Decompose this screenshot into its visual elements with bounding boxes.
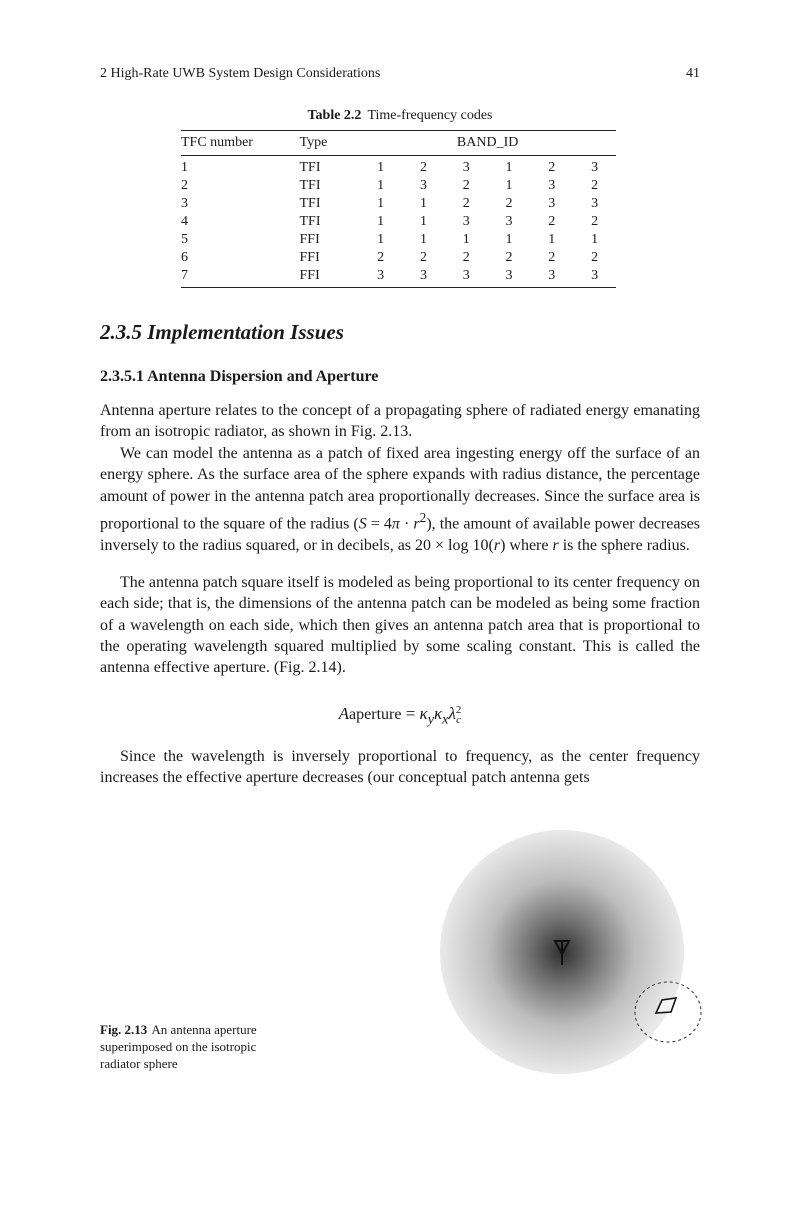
time-frequency-code-table (181, 130, 616, 288)
eq-kappa-x-sub: x (442, 711, 449, 728)
eq-lambda-sub: c (456, 714, 462, 727)
eq-kappa-x: κ (434, 704, 443, 723)
eq-lambda: λ (448, 704, 456, 723)
cell-band: 1 (377, 160, 385, 175)
figure-caption-text: An antenna aperture superimposed on the isotropic radiator sphere (100, 1022, 257, 1071)
header-tfc-number: TFC number (181, 131, 298, 156)
cell-band: 2 (505, 196, 513, 211)
cell-band: 2 (462, 178, 470, 193)
paragraph-2-text-c: ) where (500, 536, 553, 554)
cell-band: 1 (377, 196, 385, 211)
paragraph-3: The antenna patch square itself is modeled as being proportional to its center frequency on each side; that is, the dimensions of the antenna patch can be modeled as being some fraction of a wavelength on each side, which then gives an antenna patch area that is proportional to the operating wavelength squared multiplied by some scaling constant. This is called the antenna effective aperture. (Fig. 2.14). (100, 574, 700, 677)
header-band-id: BAND_ID (359, 131, 616, 156)
eq-lhs-var: A (338, 704, 350, 723)
cell-tfc-number: 4 (181, 214, 188, 229)
header-type: Type (298, 131, 360, 156)
cell-type: TFI (299, 214, 321, 229)
var-r: r (552, 536, 559, 554)
paragraph-1: Antenna aperture relates to the concept of a propagating sphere of radiated energy emanating from an isotropic radiator, as shown in Fig. 2.13. (100, 402, 700, 441)
cell-band: 3 (591, 160, 599, 175)
cell-band: 2 (419, 160, 427, 175)
cell-band: 2 (591, 250, 599, 265)
cell-band: 1 (377, 178, 385, 193)
cell-band: 2 (548, 214, 556, 229)
cell-tfc-number: 1 (181, 160, 188, 175)
cell-band: 2 (505, 250, 513, 265)
eq-equals: = (401, 704, 420, 723)
cell-band: 1 (548, 232, 556, 247)
formula-pi: π (391, 515, 400, 533)
section-title: 2.3.5 Implementation Issues (100, 320, 344, 344)
cell-tfc-number: 3 (181, 196, 188, 211)
var-r: r (493, 536, 501, 554)
cell-band: 3 (462, 214, 470, 229)
eq-kappa-y: κ (419, 704, 428, 723)
isotropic-sphere-figure (430, 822, 720, 1082)
table-caption (0, 108, 800, 124)
table-label: Table 2.2 (307, 108, 362, 123)
cell-band: 1 (419, 232, 427, 247)
cell-tfc-number: 5 (181, 232, 188, 247)
cell-type: FFI (299, 250, 320, 265)
figure-caption (100, 1021, 290, 1072)
table-row (181, 177, 616, 195)
table-row (181, 267, 616, 288)
paragraph-2-text-d: is the sphere radius. (558, 536, 690, 554)
cell-type: FFI (299, 232, 320, 247)
table-row (181, 195, 616, 213)
paragraph-2-text-a: We can model the antenna as a patch of fixed area ingesting energy off the surface of an energy sphere. As the surface area of the sphere expands with radius distance, the percentage amount of power in the antenna patch area proportionally decreases. Since the surface area is proportional to the square of the radius ( (100, 445, 700, 533)
formula-s: S (358, 515, 367, 533)
cell-band: 3 (548, 178, 556, 193)
cell-band: 2 (419, 250, 427, 265)
paragraph-4: Since the wavelength is inversely proportional to frequency, as the center frequency increases the effective aperture decreases (our conceptual patch antenna gets (100, 748, 700, 787)
cell-band: 2 (462, 250, 470, 265)
cell-band: 1 (419, 196, 427, 211)
cell-band: 2 (377, 250, 385, 265)
cell-type: TFI (299, 196, 321, 211)
table-row (181, 249, 616, 267)
cell-band: 2 (591, 214, 599, 229)
cell-tfc-number: 2 (181, 178, 188, 193)
cell-band: 2 (462, 196, 470, 211)
cell-band: 1 (505, 160, 513, 175)
paragraph-2-text-b: ), the amount of available power decreases inversely to the radius squared, or in decibels, as 20 × log 10( (100, 515, 700, 554)
eq-lhs-sub: aperture (349, 706, 402, 723)
cell-band: 3 (359, 267, 402, 288)
formula-r: r (413, 515, 420, 533)
cell-tfc-number: 7 (181, 267, 298, 288)
paragraph-2: We can model the antenna as a patch of fixed area ingesting energy off the surface of an energy sphere. As the surface area of the sphere expands with radius distance, the percentage amount of power in the antenna patch area proportionally decreases. Since the surface area is proportional to the square of the radius $(S = 4\pi \cdot r^2)$, the amount of available power decreases inversely to the radius squared, or in decibels, as 20 × log 10(r) where r is the sphere radius. (100, 445, 700, 554)
cell-band: 3 (548, 196, 556, 211)
cell-band: 2 (591, 178, 599, 193)
table-title: Time-frequency codes (367, 108, 493, 123)
figure-label: Fig. 2.13 (100, 1022, 148, 1037)
cell-band: 3 (402, 267, 445, 288)
cell-band: 1 (591, 232, 599, 247)
cell-band: 3 (462, 160, 470, 175)
running-title: 2 High-Rate UWB System Design Considerations (100, 66, 381, 81)
page-number: 41 (686, 66, 700, 81)
cell-band: 3 (419, 178, 427, 193)
cell-band: 3 (591, 196, 599, 211)
running-head (100, 66, 700, 86)
table-row (181, 231, 616, 249)
cell-band: 1 (377, 214, 385, 229)
formula-eq: = 4 (366, 515, 392, 533)
cell-type: TFI (299, 178, 321, 193)
aperture-equation (0, 704, 800, 728)
cell-band: 3 (530, 267, 573, 288)
cell-band: 3 (505, 214, 513, 229)
cell-band: 1 (462, 232, 470, 247)
table-header-row (181, 131, 616, 156)
cell-band: 3 (488, 267, 531, 288)
table-row (181, 213, 616, 231)
cell-band: 3 (445, 267, 488, 288)
cell-band: 2 (548, 250, 556, 265)
cell-band: 1 (505, 232, 513, 247)
cell-type: FFI (298, 267, 360, 288)
formula-dot: · (399, 515, 414, 533)
cell-type: TFI (299, 160, 321, 175)
cell-band: 1 (505, 178, 513, 193)
cell-band: 1 (419, 214, 427, 229)
eq-lambda-sup: 2 (455, 704, 462, 717)
cell-band: 3 (573, 267, 616, 288)
table-row (181, 156, 616, 178)
cell-tfc-number: 6 (181, 250, 188, 265)
cell-band: 1 (377, 232, 385, 247)
eq-kappa-y-sub: y (427, 711, 434, 728)
subsection-title: 2.3.5.1 Antenna Dispersion and Aperture (100, 368, 379, 385)
cell-band: 2 (548, 160, 556, 175)
